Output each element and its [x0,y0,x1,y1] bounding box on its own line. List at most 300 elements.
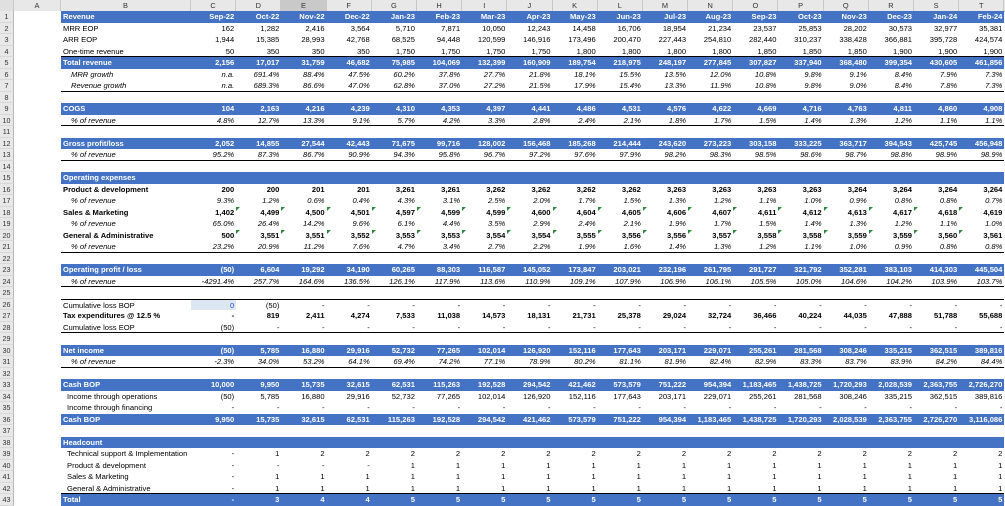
formula-warning-indicator[interactable] [688,207,692,211]
cell-r8[interactable] [869,92,914,104]
cell-g10[interactable]: 5.7% [372,115,417,127]
cell-l24[interactable]: 107.9% [598,276,643,288]
cell-t4[interactable]: 1,900 [959,46,1004,58]
row-label[interactable]: % of revenue [61,115,191,127]
cell-o33[interactable]: 1,183,465 [733,379,778,391]
cell-g29[interactable] [372,333,417,345]
cell-q25[interactable] [824,287,869,299]
cell-f30[interactable]: 29,916 [327,345,372,357]
cell-k31[interactable]: 80.2% [553,356,598,368]
cell-o25[interactable] [733,287,778,299]
cell-s13[interactable]: 98.9% [914,149,959,161]
cell-i24[interactable]: 113.6% [462,276,507,288]
cell-g4[interactable]: 1,750 [372,46,417,58]
cell-n9[interactable]: 4,622 [688,103,733,115]
cell-g16[interactable]: 3,261 [395,184,415,194]
cell-m38[interactable] [643,437,688,449]
row-label[interactable]: % of revenue [61,276,191,288]
formula-warning-indicator[interactable] [778,207,782,211]
row-label[interactable]: Sales & Marketing [63,207,129,217]
cell-k35[interactable]: - [593,403,596,412]
cell-p25[interactable] [778,287,823,299]
formula-warning-indicator[interactable] [914,230,918,234]
row-number[interactable]: 9 [0,103,14,115]
cell-m41[interactable]: 1 [681,472,687,481]
row-label[interactable] [61,368,191,380]
cell-h33[interactable]: 115,263 [417,379,462,391]
cell-k28[interactable]: - [553,322,598,334]
cell-c12[interactable]: 2,052 [191,138,236,150]
cell-j17[interactable]: 2.0% [533,196,551,205]
cell-t18[interactable]: 4,619 [959,207,1004,219]
cell-o35[interactable]: - [773,403,777,412]
cell-c9[interactable]: 104 [191,103,236,115]
cell-j33[interactable]: 294,542 [507,379,552,391]
cell-j1[interactable]: Apr-23 [507,11,552,23]
cell-g41[interactable]: 1 [410,472,415,481]
cell-j30[interactable]: 126,920 [507,345,552,357]
cell-d28[interactable]: - [236,322,281,334]
cell-i3[interactable]: 120,599 [477,35,506,44]
row-label[interactable]: % of revenue [61,149,191,161]
cell-s10[interactable]: 1.1% [914,115,959,127]
cell-a15[interactable] [14,172,61,184]
cell-a20[interactable] [14,230,61,242]
cell-f35[interactable]: - [367,403,370,412]
cell-k5[interactable]: 189,754 [553,57,598,69]
cell-d20[interactable]: 3,551 [236,230,281,242]
column-header-h[interactable]: H [417,0,462,11]
cell-n23[interactable]: 261,795 [688,264,733,276]
cell-k38[interactable] [553,437,598,449]
cell-r31[interactable]: 83.9% [869,356,914,368]
cell-f23[interactable]: 34,190 [327,264,372,276]
cell-o16[interactable]: 3,263 [757,184,777,194]
cell-h38[interactable] [417,437,462,449]
cell-k13[interactable]: 97.6% [553,149,598,161]
cell-t10[interactable]: 1.1% [959,115,1004,127]
cell-f6[interactable]: 47.5% [348,69,370,79]
cell-g6[interactable]: 60.2% [393,69,415,79]
cell-p33[interactable]: 1,438,725 [778,379,823,391]
cell-j20[interactable]: 3,554 [507,230,552,242]
formula-warning-indicator[interactable] [598,230,602,234]
cell-f12[interactable]: 42,443 [327,138,372,150]
cell-h21[interactable]: 3.4% [417,241,462,253]
cell-q16[interactable]: 3,264 [847,184,867,194]
cell-s42[interactable]: 1 [914,483,959,495]
cell-p13[interactable]: 98.6% [778,149,823,161]
cell-l21[interactable]: 1.6% [598,241,643,253]
cell-j43[interactable]: 5 [507,494,552,506]
formula-warning-indicator[interactable] [643,207,647,211]
cell-f8[interactable] [327,92,372,104]
cell-e10[interactable]: 13.3% [281,115,326,127]
cell-m7[interactable]: 13.3% [643,80,688,92]
cell-r19[interactable]: 1.2% [894,219,912,228]
cell-o23[interactable]: 291,727 [733,264,778,276]
cell-r7[interactable]: 8.4% [869,80,914,92]
cell-l7[interactable]: 15.4% [598,80,643,92]
cell-r16[interactable]: 3,264 [892,184,912,194]
cell-j10[interactable]: 2.8% [507,115,552,127]
formula-warning-indicator[interactable] [553,230,557,234]
cell-f32[interactable] [327,368,372,380]
cell-f31[interactable]: 64.1% [327,356,372,368]
row-number[interactable]: 29 [0,333,14,345]
cell-p27[interactable]: 40,224 [798,311,822,320]
cell-q12[interactable]: 363,717 [824,138,869,150]
cell-a41[interactable] [14,471,61,483]
row-number[interactable]: 24 [0,276,14,288]
cell-k4[interactable]: 1,800 [553,46,598,58]
cell-e3[interactable]: 28,993 [301,35,325,44]
cell-a33[interactable] [14,379,61,391]
cell-q4[interactable]: 1,850 [824,46,869,58]
cell-k21[interactable]: 1.9% [553,241,598,253]
cell-h9[interactable]: 4,353 [417,103,462,115]
cell-a12[interactable] [14,138,61,150]
row-label[interactable] [61,287,191,299]
cell-p2[interactable]: 25,853 [798,23,822,33]
cell-e17[interactable]: 0.6% [307,196,325,205]
row-label[interactable]: Revenue growth [61,80,191,92]
cell-e24[interactable]: 164.6% [281,276,326,288]
cell-p7[interactable]: 9.8% [778,80,823,92]
cell-c18[interactable]: 1,402 [215,207,235,217]
formula-warning-indicator[interactable] [507,207,511,211]
column-header-p[interactable]: P [778,0,823,11]
cell-h12[interactable]: 99,716 [417,138,462,150]
formula-warning-indicator[interactable] [327,230,331,234]
cell-o15[interactable] [733,172,778,184]
cell-k7[interactable]: 17.9% [553,80,598,92]
row-label[interactable]: Cumulative loss EOP [61,322,191,334]
cell-i7[interactable]: 27.2% [462,80,507,92]
cell-o11[interactable] [733,126,778,138]
cell-i27[interactable]: 14,573 [482,311,506,320]
cell-t2[interactable]: 35,381 [979,23,1003,33]
cell-i26[interactable]: - [462,299,507,311]
cell-t20[interactable]: 3,561 [959,230,1004,242]
formula-warning-indicator[interactable] [417,230,421,234]
cell-n40[interactable]: 1 [727,460,732,470]
formula-warning-indicator[interactable] [688,230,692,234]
cell-i39[interactable]: 2 [501,449,506,458]
row-number[interactable]: 38 [0,437,14,449]
cell-g13[interactable]: 94.3% [372,149,417,161]
cell-q39[interactable]: 2 [862,449,867,458]
cell-c15[interactable] [191,172,236,184]
cell-q13[interactable]: 98.7% [824,149,869,161]
cell-t37[interactable] [959,425,1004,437]
cell-c3[interactable]: 1,944 [215,35,235,44]
cell-p32[interactable] [778,368,823,380]
cell-e21[interactable]: 11.2% [281,241,326,253]
cell-d9[interactable]: 2,163 [236,103,281,115]
cell-o17[interactable]: 1.1% [759,196,777,205]
cell-i40[interactable]: 1 [501,460,506,470]
cell-j25[interactable] [507,287,552,299]
cell-g39[interactable]: 2 [410,449,415,458]
cell-k19[interactable]: 2.4% [578,219,596,228]
cell-e34[interactable]: 16,880 [301,391,325,401]
cell-q18[interactable]: 4,613 [824,207,869,219]
cell-q30[interactable]: 308,246 [824,345,869,357]
cell-j7[interactable]: 21.5% [507,80,552,92]
cell-n32[interactable] [688,368,733,380]
cell-p19[interactable]: 1.4% [804,219,822,228]
cell-p8[interactable] [778,92,823,104]
cell-j42[interactable]: 1 [507,483,552,495]
cell-s37[interactable] [914,425,959,437]
cell-o6[interactable]: 10.8% [754,69,777,79]
cell-q20[interactable]: 3,559 [824,230,869,242]
cell-r2[interactable]: 30,573 [888,23,912,33]
cell-q33[interactable]: 1,720,293 [824,379,869,391]
cell-o24[interactable]: 105.5% [733,276,778,288]
row-number[interactable]: 12 [0,138,14,150]
cell-h5[interactable]: 104,069 [417,57,462,69]
cell-q24[interactable]: 104.6% [824,276,869,288]
cell-p11[interactable] [778,126,823,138]
row-number[interactable]: 4 [0,46,14,58]
cell-h24[interactable]: 117.9% [417,276,462,288]
cell-d1[interactable]: Oct-22 [236,11,281,23]
cell-e5[interactable]: 31,759 [281,57,326,69]
cell-p34[interactable]: 281,568 [794,391,822,401]
cell-g25[interactable] [372,287,417,299]
formula-warning-indicator[interactable] [643,230,647,234]
cell-r37[interactable] [869,425,914,437]
cell-k15[interactable] [553,172,598,184]
row-label[interactable]: Operating profit / loss [61,264,191,276]
cell-j29[interactable] [507,333,552,345]
cell-n17[interactable]: 1.2% [713,196,732,205]
cell-c31[interactable]: -2.3% [191,356,236,368]
cell-a42[interactable] [14,483,61,495]
cell-c13[interactable]: 95.2% [191,149,236,161]
cell-r3[interactable]: 366,881 [884,35,912,44]
cell-r20[interactable]: 3,559 [869,230,914,242]
cell-r38[interactable] [869,437,914,449]
cell-q32[interactable] [824,368,869,380]
cell-m20[interactable]: 3,556 [643,230,688,242]
cell-c32[interactable] [191,368,236,380]
cell-r41[interactable]: 1 [907,472,912,481]
cell-s24[interactable]: 103.9% [914,276,959,288]
cell-m29[interactable] [643,333,688,345]
cell-k27[interactable]: 21,731 [572,311,596,320]
cell-f21[interactable]: 7.6% [327,241,372,253]
cell-d6[interactable]: 691.4% [253,69,280,79]
cell-f24[interactable]: 136.5% [327,276,372,288]
row-number[interactable]: 35 [0,402,14,414]
cell-i41[interactable]: 1 [501,472,506,481]
cell-t16[interactable]: 3,264 [983,184,1003,194]
cell-c35[interactable]: - [231,403,235,412]
cell-a13[interactable] [14,149,61,161]
cell-g30[interactable]: 52,732 [372,345,417,357]
cell-c17[interactable]: 9.3% [216,196,235,205]
cell-f16[interactable]: 201 [357,184,370,194]
cell-f38[interactable] [327,437,372,449]
cell-a5[interactable] [14,57,61,69]
cell-o20[interactable]: 3,558 [733,230,778,242]
cell-m8[interactable] [643,92,688,104]
row-label[interactable]: % of revenue [71,219,116,228]
cell-j41[interactable]: 1 [546,472,551,481]
cell-t14[interactable] [959,161,1004,173]
cell-c39[interactable]: - [231,449,235,458]
row-label[interactable]: Revenue [61,11,191,23]
cell-d16[interactable]: 200 [266,184,280,194]
cell-g2[interactable]: 5,710 [395,23,415,33]
cell-p38[interactable] [778,437,823,449]
cell-r11[interactable] [869,126,914,138]
column-header-e[interactable]: E [281,0,326,11]
cell-p17[interactable]: 1.0% [804,196,822,205]
cell-q8[interactable] [824,92,869,104]
cell-m30[interactable]: 203,171 [643,345,688,357]
cell-n34[interactable]: 229,071 [703,391,732,401]
cell-n18[interactable]: 4,607 [688,207,733,219]
cell-c36[interactable]: 9,950 [191,414,236,426]
cell-h42[interactable]: 1 [417,483,462,495]
cell-t13[interactable]: 98.9% [959,149,1004,161]
cell-f10[interactable]: 9.1% [327,115,372,127]
cell-s26[interactable]: - [914,299,959,311]
cell-e28[interactable]: - [281,322,326,334]
cell-g21[interactable]: 4.7% [372,241,417,253]
cell-t40[interactable]: 1 [998,460,1003,470]
cell-s3[interactable]: 395,728 [929,35,958,44]
cell-j22[interactable] [507,253,552,265]
cell-n11[interactable] [688,126,733,138]
cell-p37[interactable] [778,425,823,437]
cell-q6[interactable]: 9.1% [849,69,867,79]
cell-m34[interactable]: 203,171 [658,391,687,401]
cell-l41[interactable]: 1 [636,472,641,481]
cell-l13[interactable]: 97.9% [598,149,643,161]
cell-n3[interactable]: 254,810 [703,35,732,44]
cell-k6[interactable]: 18.1% [574,69,596,79]
cell-d33[interactable]: 9,950 [236,379,281,391]
row-label[interactable]: Tax expenditures @ 12.5 % [63,311,161,320]
cell-q15[interactable] [824,172,869,184]
cell-e35[interactable]: - [322,403,325,412]
cell-q11[interactable] [824,126,869,138]
formula-warning-indicator[interactable] [959,207,963,211]
cell-o19[interactable]: 1.5% [759,219,777,228]
cell-s30[interactable]: 362,515 [914,345,959,357]
row-label[interactable]: One-time revenue [61,46,191,58]
cell-a1[interactable] [14,11,61,23]
cell-a4[interactable] [14,46,61,58]
cell-l19[interactable]: 2.1% [623,219,641,228]
cell-l39[interactable]: 2 [636,449,641,458]
cell-m32[interactable] [643,368,688,380]
cell-o32[interactable] [733,368,778,380]
row-number[interactable]: 23 [0,264,14,276]
cell-t3[interactable]: 424,574 [974,35,1003,44]
cell-j36[interactable]: 421,462 [507,414,552,426]
cell-d2[interactable]: 1,282 [260,23,280,33]
row-label[interactable]: General & Administrative [61,483,191,495]
cell-g8[interactable] [372,92,417,104]
row-number[interactable]: 26 [0,299,14,311]
formula-warning-indicator[interactable] [914,207,918,211]
cell-f40[interactable]: - [367,460,370,470]
cell-l20[interactable]: 3,556 [598,230,643,242]
cell-i35[interactable]: - [502,403,506,412]
cell-s8[interactable] [914,92,959,104]
cell-f42[interactable]: 1 [327,483,372,495]
row-number[interactable]: 13 [0,149,14,161]
cell-f4[interactable]: 350 [327,46,372,58]
cell-n16[interactable]: 3,263 [712,184,732,194]
cell-t24[interactable]: 103.7% [959,276,1004,288]
cell-l8[interactable] [598,92,643,104]
cell-m25[interactable] [643,287,688,299]
cell-r13[interactable]: 98.8% [869,149,914,161]
cell-t38[interactable] [959,437,1004,449]
cell-j37[interactable] [507,425,552,437]
cell-q42[interactable]: 1 [824,483,869,495]
cell-c25[interactable] [191,287,236,299]
cell-j31[interactable]: 78.9% [507,356,552,368]
cell-c2[interactable]: 162 [221,23,235,33]
cell-e9[interactable]: 4,216 [281,103,326,115]
cell-a26[interactable] [14,299,61,311]
cell-f39[interactable]: 2 [365,449,370,458]
cell-q1[interactable]: Nov-23 [824,11,869,23]
cell-p39[interactable]: 2 [817,449,822,458]
cell-c38[interactable] [191,437,236,449]
cell-q35[interactable]: - [864,403,867,412]
cell-j38[interactable] [507,437,552,449]
cell-l11[interactable] [598,126,643,138]
cell-t34[interactable]: 389,816 [974,391,1003,401]
cell-i31[interactable]: 77.1% [462,356,507,368]
cell-s43[interactable]: 5 [914,494,959,506]
cell-m10[interactable]: 1.8% [643,115,688,127]
cell-n14[interactable] [688,161,733,173]
cell-l4[interactable]: 1,800 [598,46,643,58]
cell-f11[interactable] [327,126,372,138]
cell-k32[interactable] [553,368,598,380]
cell-h20[interactable]: 3,553 [417,230,462,242]
row-label[interactable]: Technical support & Implementation [67,449,188,458]
cell-o22[interactable] [733,253,778,265]
cell-k36[interactable]: 573,579 [553,414,598,426]
cell-k12[interactable]: 185,268 [553,138,598,150]
cell-q10[interactable]: 1.3% [824,115,869,127]
cell-t41[interactable]: 1 [998,472,1003,481]
cell-r33[interactable]: 2,028,539 [869,379,914,391]
cell-a31[interactable] [14,356,61,368]
column-header-n[interactable]: N [688,0,733,11]
cell-n26[interactable]: - [688,299,733,311]
column-header-j[interactable]: J [507,0,552,11]
cell-d43[interactable]: 3 [236,494,281,506]
cell-k18[interactable]: 4,604 [553,207,598,219]
cell-s14[interactable] [914,161,959,173]
cell-l25[interactable] [598,287,643,299]
formula-warning-indicator[interactable] [824,230,828,234]
cell-c37[interactable] [191,425,236,437]
cell-o39[interactable]: 2 [772,449,777,458]
